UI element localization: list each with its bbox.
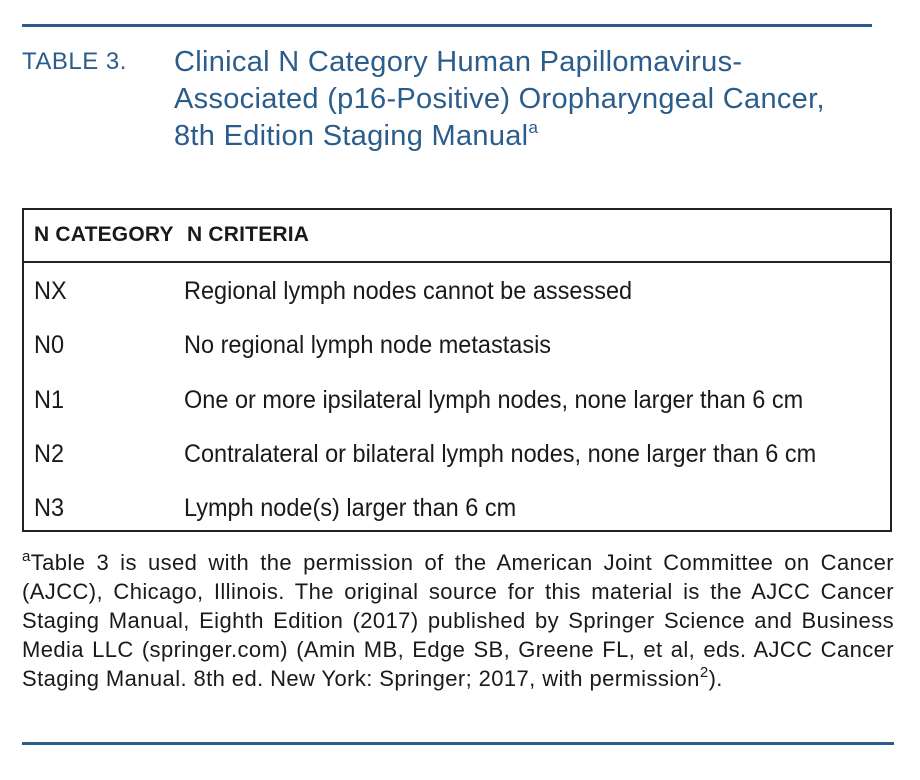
table-row bbox=[24, 276, 890, 330]
table-row bbox=[24, 493, 890, 547]
row-category: N1 bbox=[34, 386, 65, 414]
table-row bbox=[24, 385, 890, 439]
reference-mark: 2 bbox=[699, 664, 709, 681]
table-row bbox=[24, 330, 890, 384]
title-footnote-mark: a bbox=[528, 118, 539, 137]
row-category: N0 bbox=[34, 331, 65, 359]
table-number: TABLE 3. bbox=[22, 48, 127, 75]
table-row bbox=[24, 439, 890, 493]
row-criteria: Lymph node(s) larger than 6 cm bbox=[184, 494, 517, 522]
header-n-criteria: N CRITERIA bbox=[187, 223, 310, 246]
row-category: N3 bbox=[34, 494, 65, 522]
footnote-text: Table 3 is used with the permission of the American Joint Committee on Cancer (AJCC), Chicago, Illinois. The original source for this material is the AJCC Cancer Staging Manual, Eighth Edition (2017) published by Springer Science and Business Media LLC (springer.com) (Amin MB, Edge SB, Greene FL, et al, eds. AJCC Cancer Staging Manual. 8th ed. New York: Springer; 2017, with permission bbox=[22, 550, 894, 691]
header-n-category: N CATEGORY bbox=[34, 223, 174, 246]
staging-table bbox=[22, 208, 892, 532]
bottom-rule bbox=[22, 742, 894, 745]
table-title-text: Clinical N Category Human Papillomavirus-Associated (p16-Positive) Oropharyngeal Cancer, 8th Edition Staging Manual bbox=[174, 46, 825, 152]
row-category: NX bbox=[34, 277, 67, 305]
table-title bbox=[174, 44, 874, 155]
row-category: N2 bbox=[34, 440, 65, 468]
table-footnote bbox=[22, 548, 894, 693]
top-rule bbox=[22, 24, 872, 27]
footnote-tail: ). bbox=[708, 666, 723, 691]
row-criteria: No regional lymph node metastasis bbox=[184, 331, 552, 359]
table-header-row bbox=[24, 210, 890, 263]
row-criteria: One or more ipsilateral lymph nodes, none larger than 6 cm bbox=[184, 386, 804, 414]
footnote-mark: a bbox=[22, 548, 31, 565]
row-criteria: Contralateral or bilateral lymph nodes, none larger than 6 cm bbox=[184, 440, 817, 468]
row-criteria: Regional lymph nodes cannot be assessed bbox=[184, 277, 633, 305]
